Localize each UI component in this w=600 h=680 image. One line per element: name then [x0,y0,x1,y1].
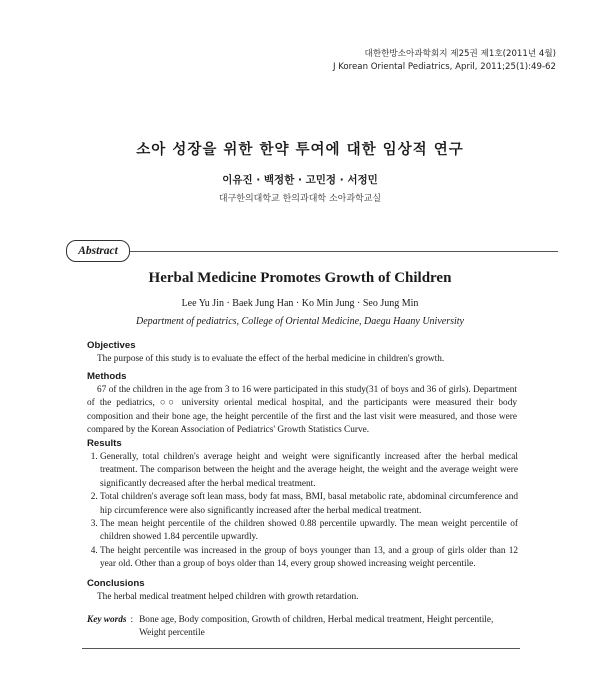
results-item-4: 4. The height percentile was increased in the group of boys younger than 13, and a group of girls older than 12 year old. Other than a group of boys older than 14, every group showed increasing weight percentile. [100,545,518,572]
objectives-heading: Objectives [87,340,136,351]
abstract-label: Abstract [66,240,130,262]
paper-affiliation: Department of pediatrics, College of Oriental Medicine, Daegu Haany University [136,316,464,327]
conclusions-heading: Conclusions [87,578,145,589]
korean-affiliation: 대구한의대학교 한의과대학 소아과학교실 [218,194,382,204]
journal-citation-korean: 대한한방소아과학회지 제25권 제1호(2011년 4월) [364,49,556,59]
korean-authors: 이유진 · 백정한 · 고민정 · 서정민 [222,174,378,186]
journal-citation-english: J Korean Oriental Pediatrics, April, 2011;25(1):49-62 [332,62,556,72]
results-item-3: 3. The mean height percentile of the children showed 0.88 percentile upwardly. The mean weight percentile of children showed 1.84 percentile upwardly. [100,518,518,545]
bottom-divider [82,648,520,649]
abstract-divider [120,251,558,252]
keywords-colon: : [130,615,134,625]
results-list [80,451,518,572]
korean-title: 소아 성장을 위한 한약 투여에 대한 임상적 연구 [136,142,464,158]
keywords-label: Key words [87,615,127,625]
keywords [87,614,517,641]
conclusions-text: The herbal medical treatment helped children with growth retardation. [97,592,359,602]
results-list-wrapper [80,451,518,572]
paper-title: Herbal Medicine Promotes Growth of Children [148,270,452,286]
results-heading: Results [87,438,122,449]
objectives-text: The purpose of this study is to evaluate the effect of the herbal medicine in children's growth. [97,354,445,364]
journal-header [333,48,556,74]
results-item-1: 1. Generally, total children's average height and weight were significantly increased after the herbal medical treatment. The comparison between the height and the average height, the weight and the average weight were significantly decreased after the herbal medical treatment. [100,451,518,491]
results-item-2: 2. Total children's average soft lean mass, body fat mass, BMI, basal metabolic rate, abdominal circumference and hip circumference were also significantly increased after the herbal medical treatment. [100,491,518,518]
methods-text: 67 of the children in the age from 3 to 16 were participated in this study(31 of boys and 36 of girls). Department of the pediatrics, ○○ university oriental medical hospital, and the participants were measured their body composition and their bone age, the height percentile of the first and the last visit were measured, and those were compared by the Korean Association of Pediatrics' Growth Statistics Curve. [87,385,517,436]
paper-authors: Lee Yu Jin · Baek Jung Han · Ko Min Jung · Seo Jung Min [181,298,419,309]
methods-heading: Methods [87,371,127,382]
keywords-text: Bone age, Body composition, Growth of children, Herbal medical treatment, Height percentile, Weight percentile [139,615,494,639]
